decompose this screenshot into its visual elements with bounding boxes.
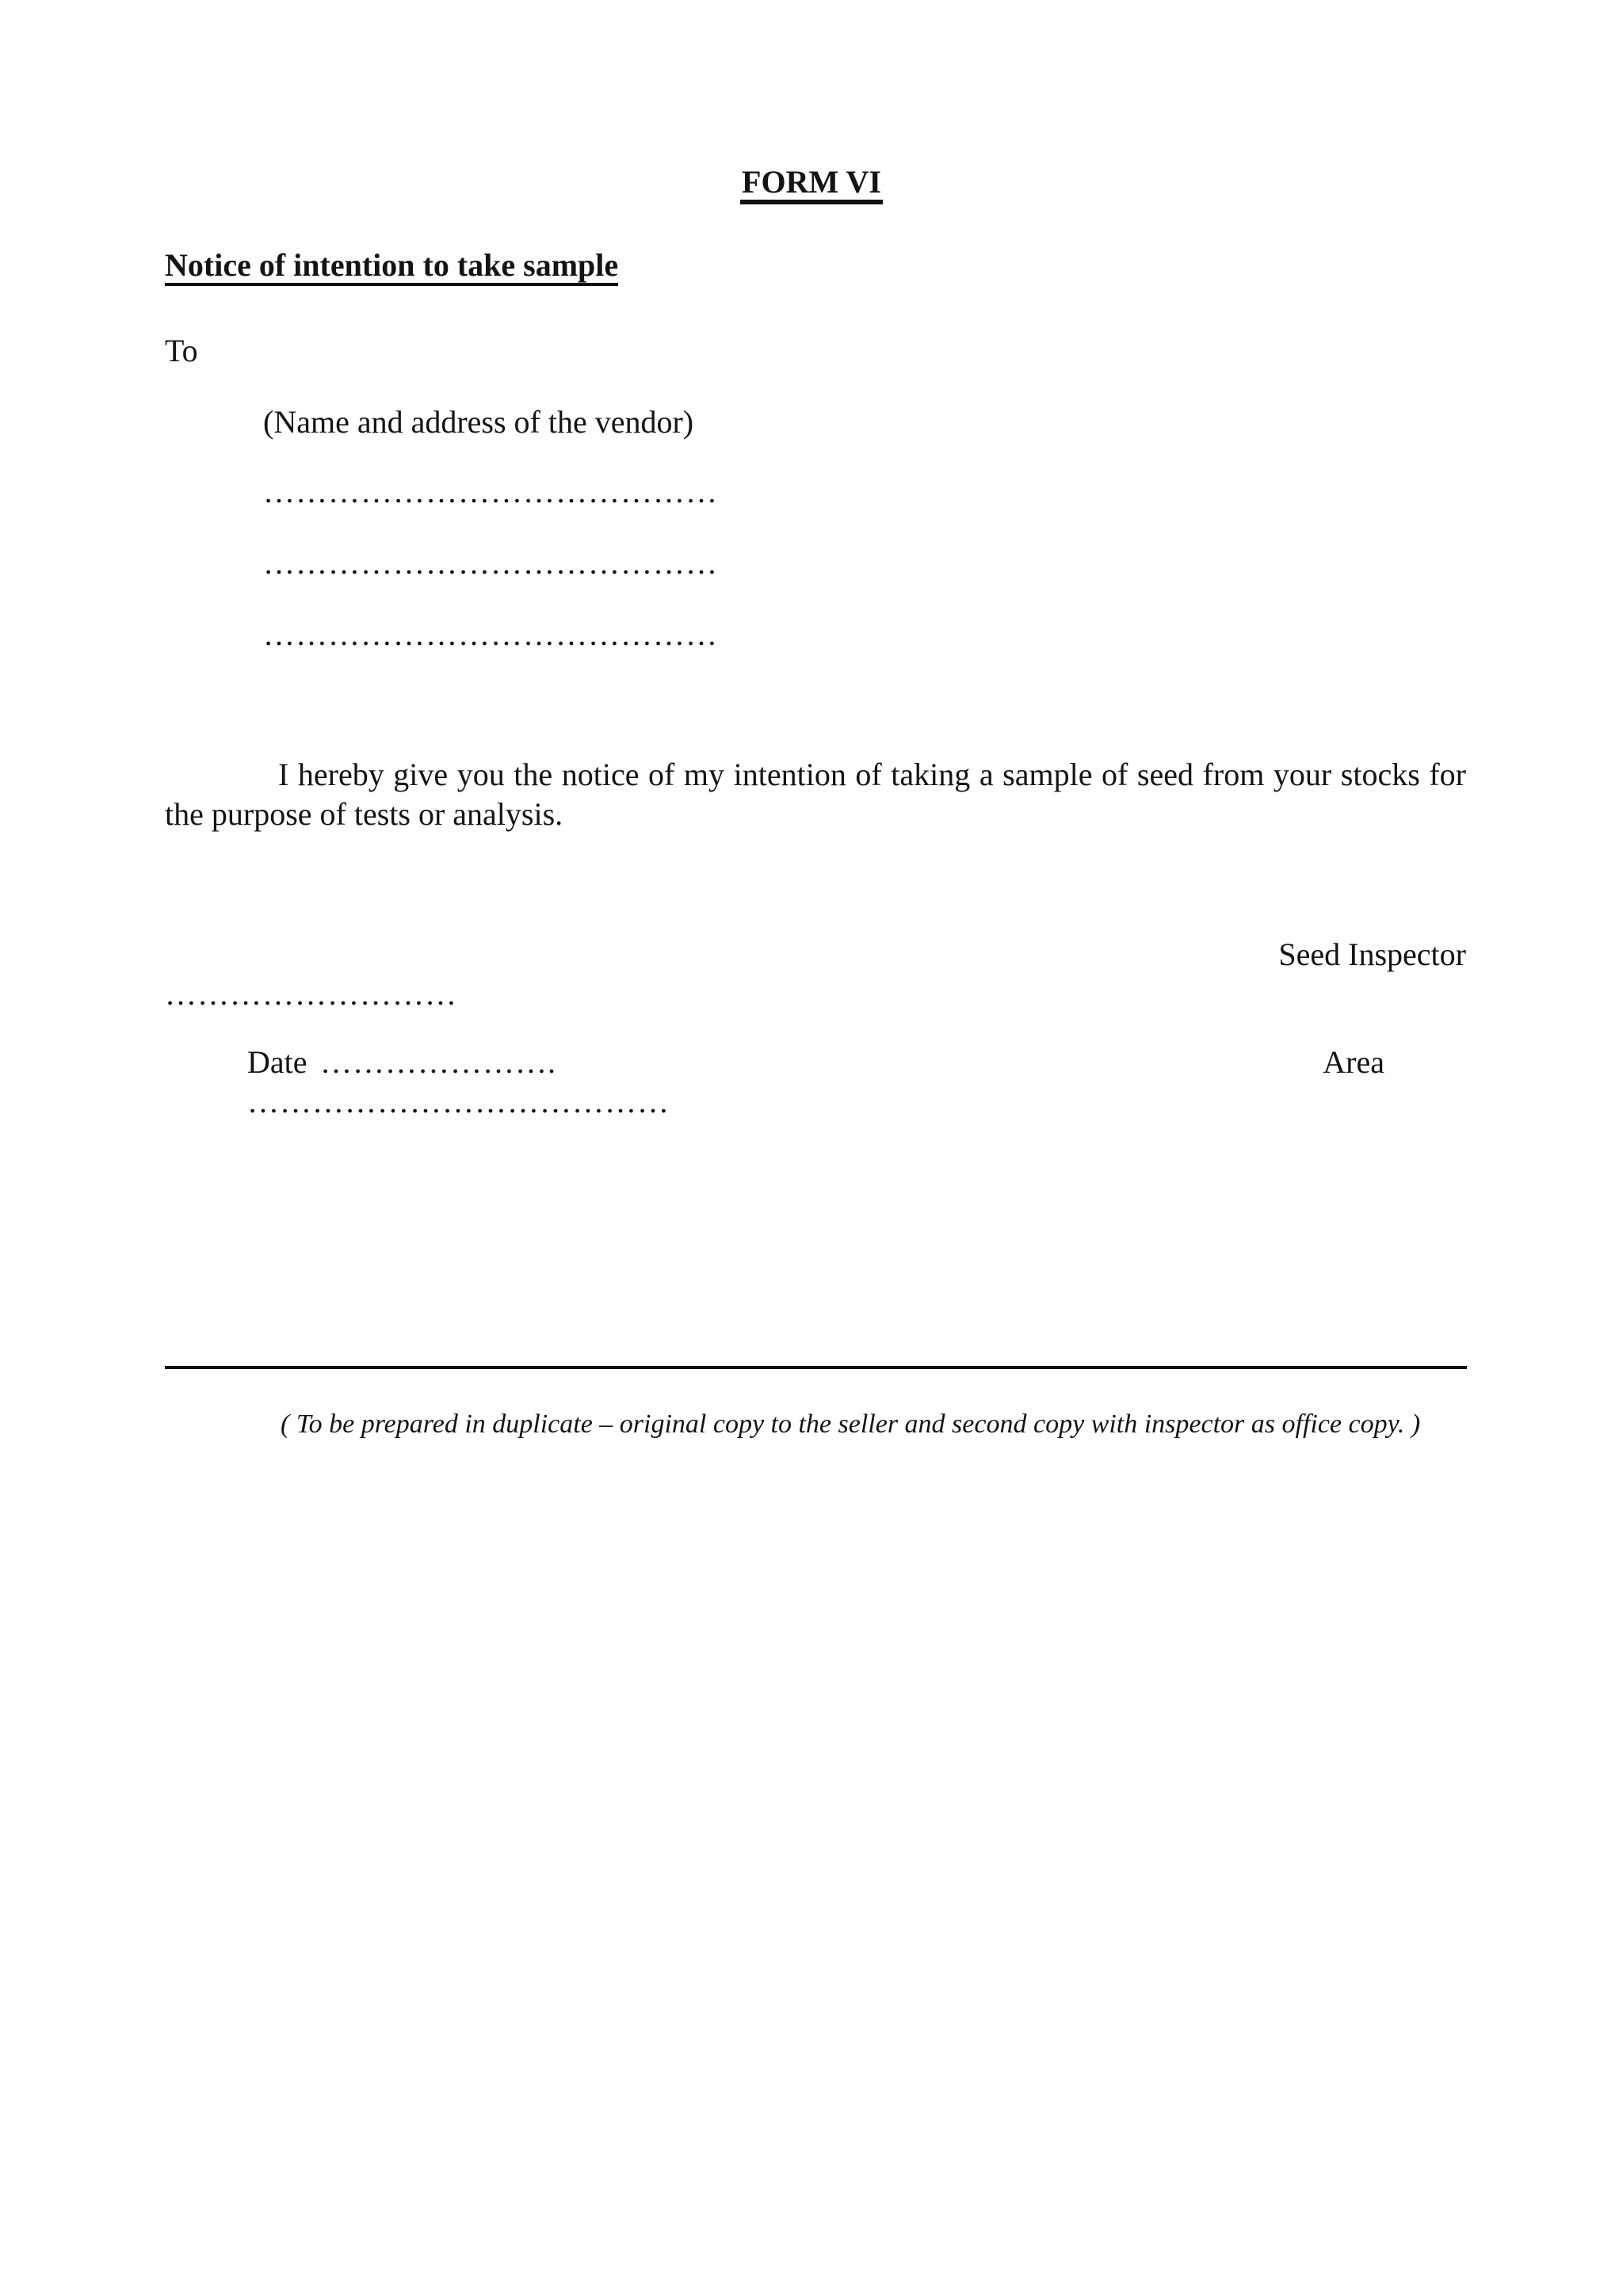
notice-heading-text: Notice of intention to take sample [165,248,618,286]
vendor-name-address-label: (Name and address of the vendor) [263,404,694,440]
vendor-address-line-3: …………………………………… [263,616,718,652]
notice-heading [165,246,618,286]
to-label: To [165,333,198,368]
vendor-address-line-2: …………………………………… [263,545,718,581]
date-label: Date [247,1044,307,1080]
vendor-address-line-1: …………………………………… [263,474,718,509]
date-blank: …………………. [320,1044,556,1080]
area-blank: ………………………………… [247,1084,670,1119]
form-title-text: FORM VI [740,165,883,204]
footnote: ( To be prepared in duplicate – original copy to the seller and second copy with inspector as office copy. ) [281,1409,1421,1439]
divider-line [165,1366,1467,1369]
area-label: Area [1323,1044,1384,1080]
seed-inspector-label: Seed Inspector [1278,936,1466,972]
form-title [0,162,1623,204]
signature-blank: ……………………… [165,976,457,1012]
notice-body-paragraph: I hereby give you the notice of my intention of taking a sample of seed from your stocks for the purpose of tests or analysis. [165,757,1466,832]
